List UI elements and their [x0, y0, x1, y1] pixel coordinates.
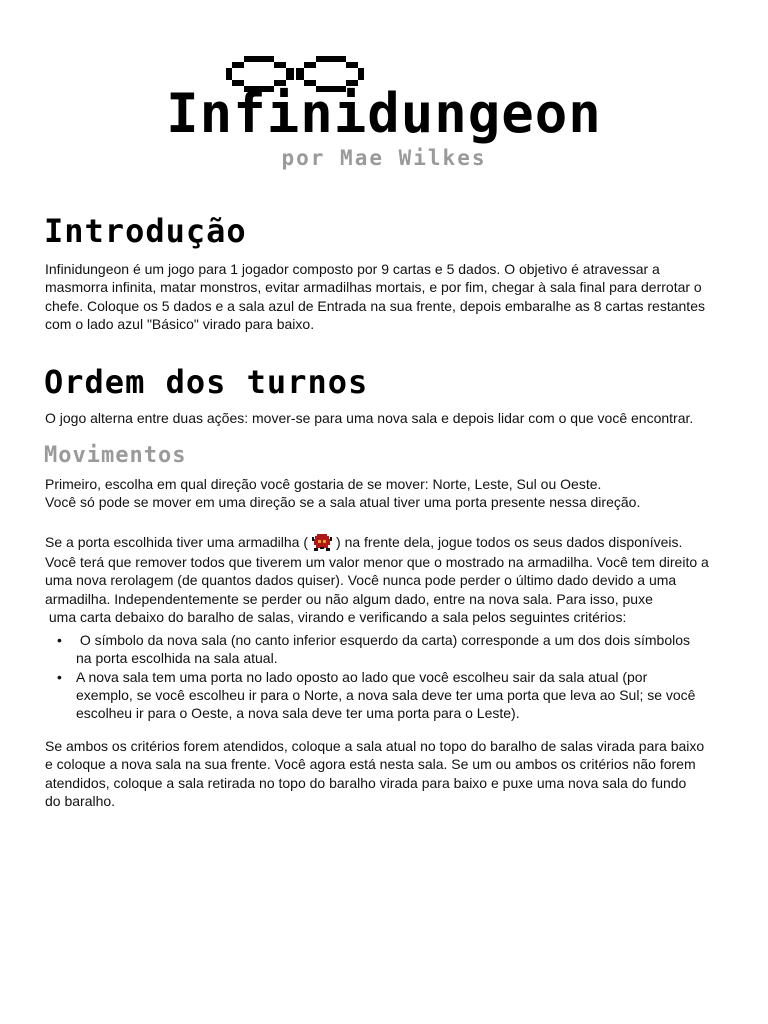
text-line: Você terá que remover todos que tiverem um valor menor que o mostrado na armadilha. Você tem direito a: [45, 554, 709, 570]
text-line: do baralho.: [45, 792, 116, 809]
text-line: Infinidungeon é um jogo para 1 jogador composto por 9 cartas e 5 dados. O objetivo é atravessar a: [45, 261, 660, 277]
trap-icon: [311, 531, 333, 553]
text-line: Primeiro, escolha em qual direção você gostaria de se mover: Norte, Leste, Sul ou Oeste.: [45, 476, 602, 492]
text-line: masmorra infinita, matar monstros, evitar armadilhas mortais, e por fim, chegar à sala final para derrotar o: [45, 279, 702, 296]
text-line: exemplo, se você escolheu ir para o Norte, a nova sala deve ter uma porta que leva ao Sul; se você: [76, 686, 696, 703]
bullet-icon: •: [57, 632, 62, 648]
turns-heading: Ordem dos turnos: [44, 363, 369, 401]
moves-paragraph-1: [45, 475, 735, 512]
criteria-list: [45, 631, 735, 722]
moves-heading: Movimentos: [44, 443, 187, 468]
text-line: [45, 531, 735, 553]
text-line: escolheu ir para o Oeste, a nova sala deve ter uma porta para o Leste).: [76, 705, 520, 722]
text-line: O jogo alterna entre duas ações: mover-se para uma nova sala e depois lidar com o que você encontrar.: [45, 410, 694, 426]
list-item: [45, 631, 735, 668]
bullet-icon: •: [57, 668, 62, 685]
text-fragment: ) na frente dela, jogue todos os seus dados disponíveis.: [336, 534, 683, 550]
text-line: O símbolo da nova sala (no canto inferior esquerdo da carta) corresponde a um dos dois símbolos: [76, 632, 690, 648]
list-item: [45, 668, 735, 723]
text-line: A nova sala tem uma porta no lado oposto ao lado que você escolheu sair da sala atual (por: [76, 668, 648, 685]
text-line: Se ambos os critérios forem atendidos, coloque a sala atual no topo do baralho de salas virada para baixo: [45, 738, 705, 754]
text-line: Você só pode se mover em uma direção se a sala atual tiver uma porta presente nessa direção.: [45, 494, 641, 511]
text-line: na porta escolhida na sala atual.: [76, 650, 278, 667]
text-line: uma nova rerolagem (de quantos dados quiser). Você nunca pode perder o último dado devido a uma: [45, 572, 677, 589]
intro-paragraph: [45, 260, 735, 333]
moves-paragraph-3: [45, 737, 735, 810]
intro-heading: Introdução: [44, 212, 247, 250]
text-line: com o lado azul "Básico" virado para baixo.: [45, 315, 315, 332]
text-line: armadilha. Independentemente se perder ou não algum dado, entre na nova sala. Para isso, puxe: [45, 590, 653, 607]
text-line: atendidos, coloque a sala retirada no topo do baralho virada para baixo e puxe uma nova sala do fundo: [45, 774, 687, 791]
text-fragment: Se a porta escolhida tiver uma armadilha (: [45, 534, 309, 550]
turns-paragraph: [45, 409, 735, 427]
logo-author: por Mae Wilkes: [281, 146, 487, 170]
text-line: e coloque a nova sala na sua frente. Você agora está nesta sala. Se um ou ambos os critérios não forem: [45, 756, 696, 773]
logo-title: Infinidungeon: [166, 82, 602, 145]
text-line: uma carta debaixo do baralho de salas, virando e verificando a sala pelos seguintes critérios:: [45, 608, 627, 625]
text-line: chefe. Coloque os 5 dados e a sala azul de Entrada na sua frente, depois embaralhe as 8 cartas restantes: [45, 297, 705, 314]
moves-paragraph-2: [45, 531, 735, 626]
